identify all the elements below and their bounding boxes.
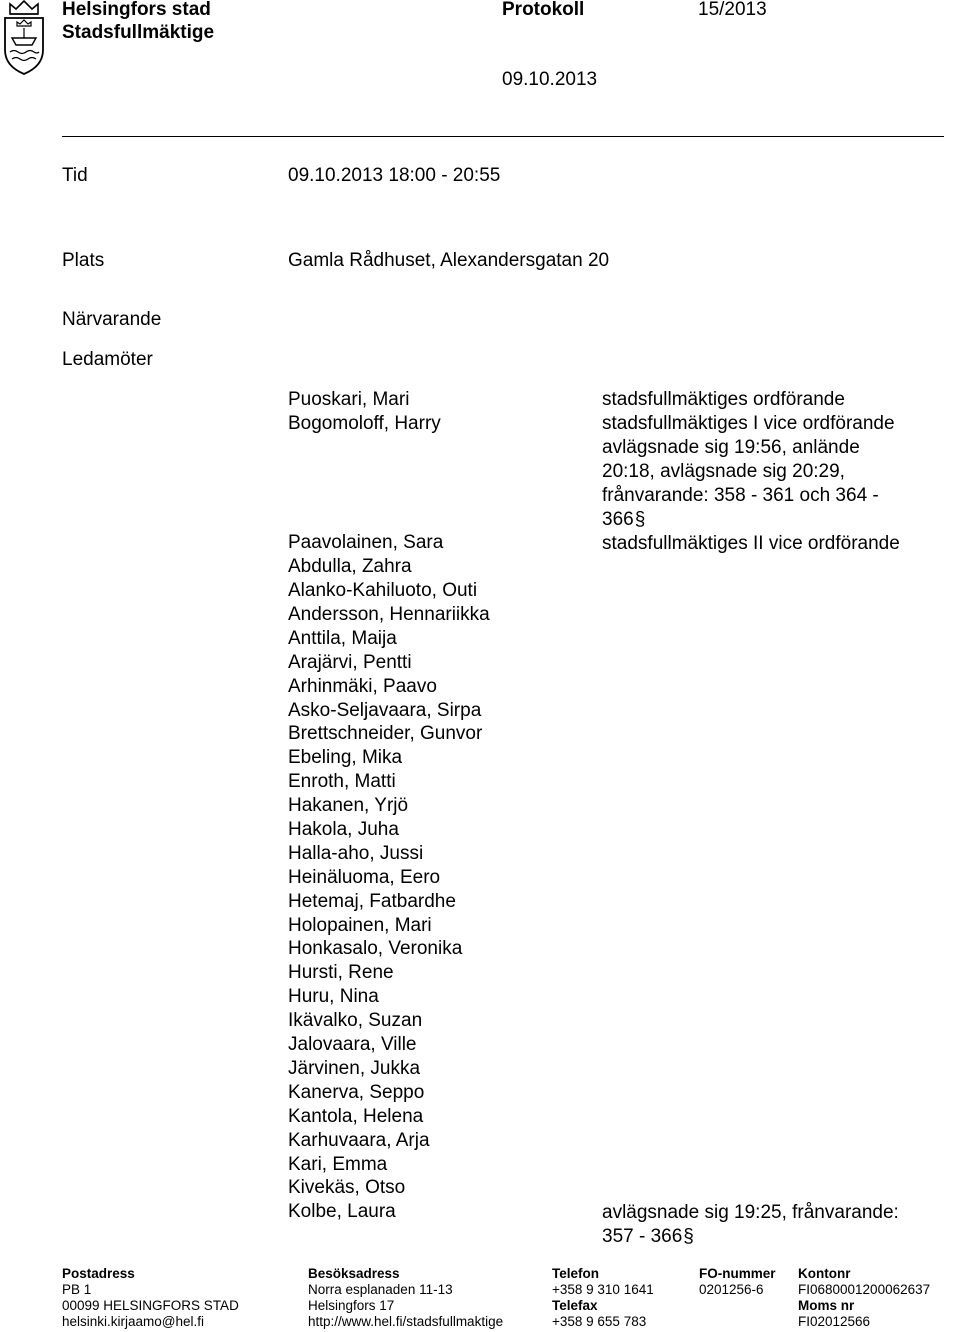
role-kolbe (602, 1201, 899, 1249)
footer-line: 00099 HELSINGFORS STAD (62, 1298, 239, 1313)
member-name: Andersson, Hennariikka (288, 604, 490, 626)
footer-heading: Moms nr (798, 1298, 855, 1313)
role-line: avlägsnade sig 19:56, anlände (602, 437, 860, 458)
member-name: Järvinen, Jukka (288, 1057, 421, 1079)
footer-phone (552, 1266, 654, 1330)
member-name: Hursti, Rene (288, 962, 394, 984)
member-name: Holopainen, Mari (288, 914, 432, 936)
body-name: Stadsfullmäktige (62, 22, 215, 43)
member-name: Hetemaj, Fatbardhe (288, 890, 456, 912)
doc-number: 15/2013 (698, 0, 767, 20)
footer-line: Norra esplanaden 11-13 (308, 1282, 453, 1297)
member-name: Alanko-Kahiluoto, Outi (288, 580, 478, 602)
member-name: Puoskari, Mari (288, 389, 410, 410)
org-name: Helsingfors stad (62, 0, 211, 20)
section-mark: § (634, 509, 646, 530)
footer-heading: Besöksadress (308, 1266, 400, 1281)
footer-line: 0201256-6 (699, 1282, 764, 1297)
member-name: Karhuvaara, Arja (288, 1129, 430, 1151)
helsinki-crest-icon (2, 0, 46, 76)
member-spacer (288, 436, 490, 460)
place-label: Plats (62, 250, 105, 271)
member-name: Kanerva, Seppo (288, 1081, 425, 1103)
member-name: Hakola, Juha (288, 819, 399, 841)
role-line: avlägsnade sig 19:25, frånvarande: (602, 1202, 899, 1223)
role-puoskari: stadsfullmäktiges ordförande (602, 389, 845, 410)
member-name: Asko-Seljavaara, Sirpa (288, 699, 482, 721)
role-bogomoloff (602, 412, 895, 532)
member-spacer (288, 507, 490, 531)
footer-heading: Telefax (552, 1298, 598, 1313)
role-paavolainen: stadsfullmäktiges II vice ordförande (602, 533, 900, 554)
member-name: Enroth, Matti (288, 771, 396, 793)
footer-line: FI0680001200062637 (798, 1282, 931, 1297)
member-name: Paavolainen, Sara (288, 532, 444, 554)
member-name: Anttila, Maija (288, 627, 397, 649)
member-name: Brettschneider, Gunvor (288, 723, 483, 745)
member-name: Ebeling, Mika (288, 747, 403, 769)
footer-url[interactable]: http://www.hel.fi/stadsfullmaktige (308, 1314, 504, 1329)
member-name: Kantola, Helena (288, 1105, 424, 1127)
member-name: Ikävalko, Suzan (288, 1010, 423, 1032)
footer-account (798, 1266, 930, 1330)
time-label: Tid (62, 165, 88, 186)
member-name: Heinäluoma, Eero (288, 866, 441, 888)
role-line: stadsfullmäktiges I vice ordförande (602, 413, 895, 434)
footer-heading: Telefon (552, 1266, 599, 1281)
header-divider (62, 136, 944, 137)
footer-email[interactable]: helsinki.kirjaamo@hel.fi (62, 1314, 205, 1329)
footer-line: FI02012566 (798, 1314, 871, 1329)
member-list (288, 388, 490, 1224)
footer-visiting (308, 1266, 503, 1330)
footer-business-id (699, 1266, 776, 1298)
footer-heading: Kontonr (798, 1266, 851, 1281)
time-value: 09.10.2013 18:00 - 20:55 (288, 165, 501, 186)
footer-heading: Postadress (62, 1266, 135, 1281)
section-mark: § (683, 1226, 694, 1247)
member-name: Honkasalo, Veronika (288, 938, 463, 960)
doc-date: 09.10.2013 (502, 69, 598, 90)
role-line (602, 508, 895, 532)
member-name: Halla-aho, Jussi (288, 842, 424, 864)
footer-postal (62, 1266, 239, 1330)
member-name: Huru, Nina (288, 986, 379, 1008)
member-name: Kolbe, Laura (288, 1201, 396, 1223)
footer-line: Helsingfors 17 (308, 1298, 395, 1313)
member-name: Jalovaara, Ville (288, 1034, 417, 1056)
member-name: Arhinmäki, Paavo (288, 675, 437, 697)
member-name: Arajärvi, Pentti (288, 651, 412, 673)
place-value: Gamla Rådhuset, Alexandersgatan 20 (288, 250, 610, 271)
member-spacer (288, 484, 490, 508)
footer-heading: FO-nummer (699, 1266, 776, 1281)
member-spacer (288, 460, 490, 484)
role-line: frånvarande: 358 - 361 och 364 - (602, 485, 879, 506)
footer-line: +358 9 655 783 (552, 1314, 647, 1329)
role-line: 20:18, avlägsnade sig 20:29, (602, 461, 845, 482)
member-name: Abdulla, Zahra (288, 556, 412, 578)
member-name: Kivekäs, Otso (288, 1177, 406, 1199)
member-name: Kari, Emma (288, 1153, 388, 1175)
footer-line: +358 9 310 1641 (552, 1282, 654, 1297)
member-name: Bogomoloff, Harry (288, 412, 441, 434)
role-line-text: 357 - 366 (602, 1226, 683, 1247)
present-label: Närvarande (62, 309, 162, 330)
footer-line: PB 1 (62, 1282, 92, 1297)
member-name: Hakanen, Yrjö (288, 795, 409, 817)
role-line-text: 366 (602, 509, 634, 530)
doc-type: Protokoll (502, 0, 585, 20)
role-line (602, 1225, 899, 1249)
members-label: Ledamöter (62, 349, 153, 370)
